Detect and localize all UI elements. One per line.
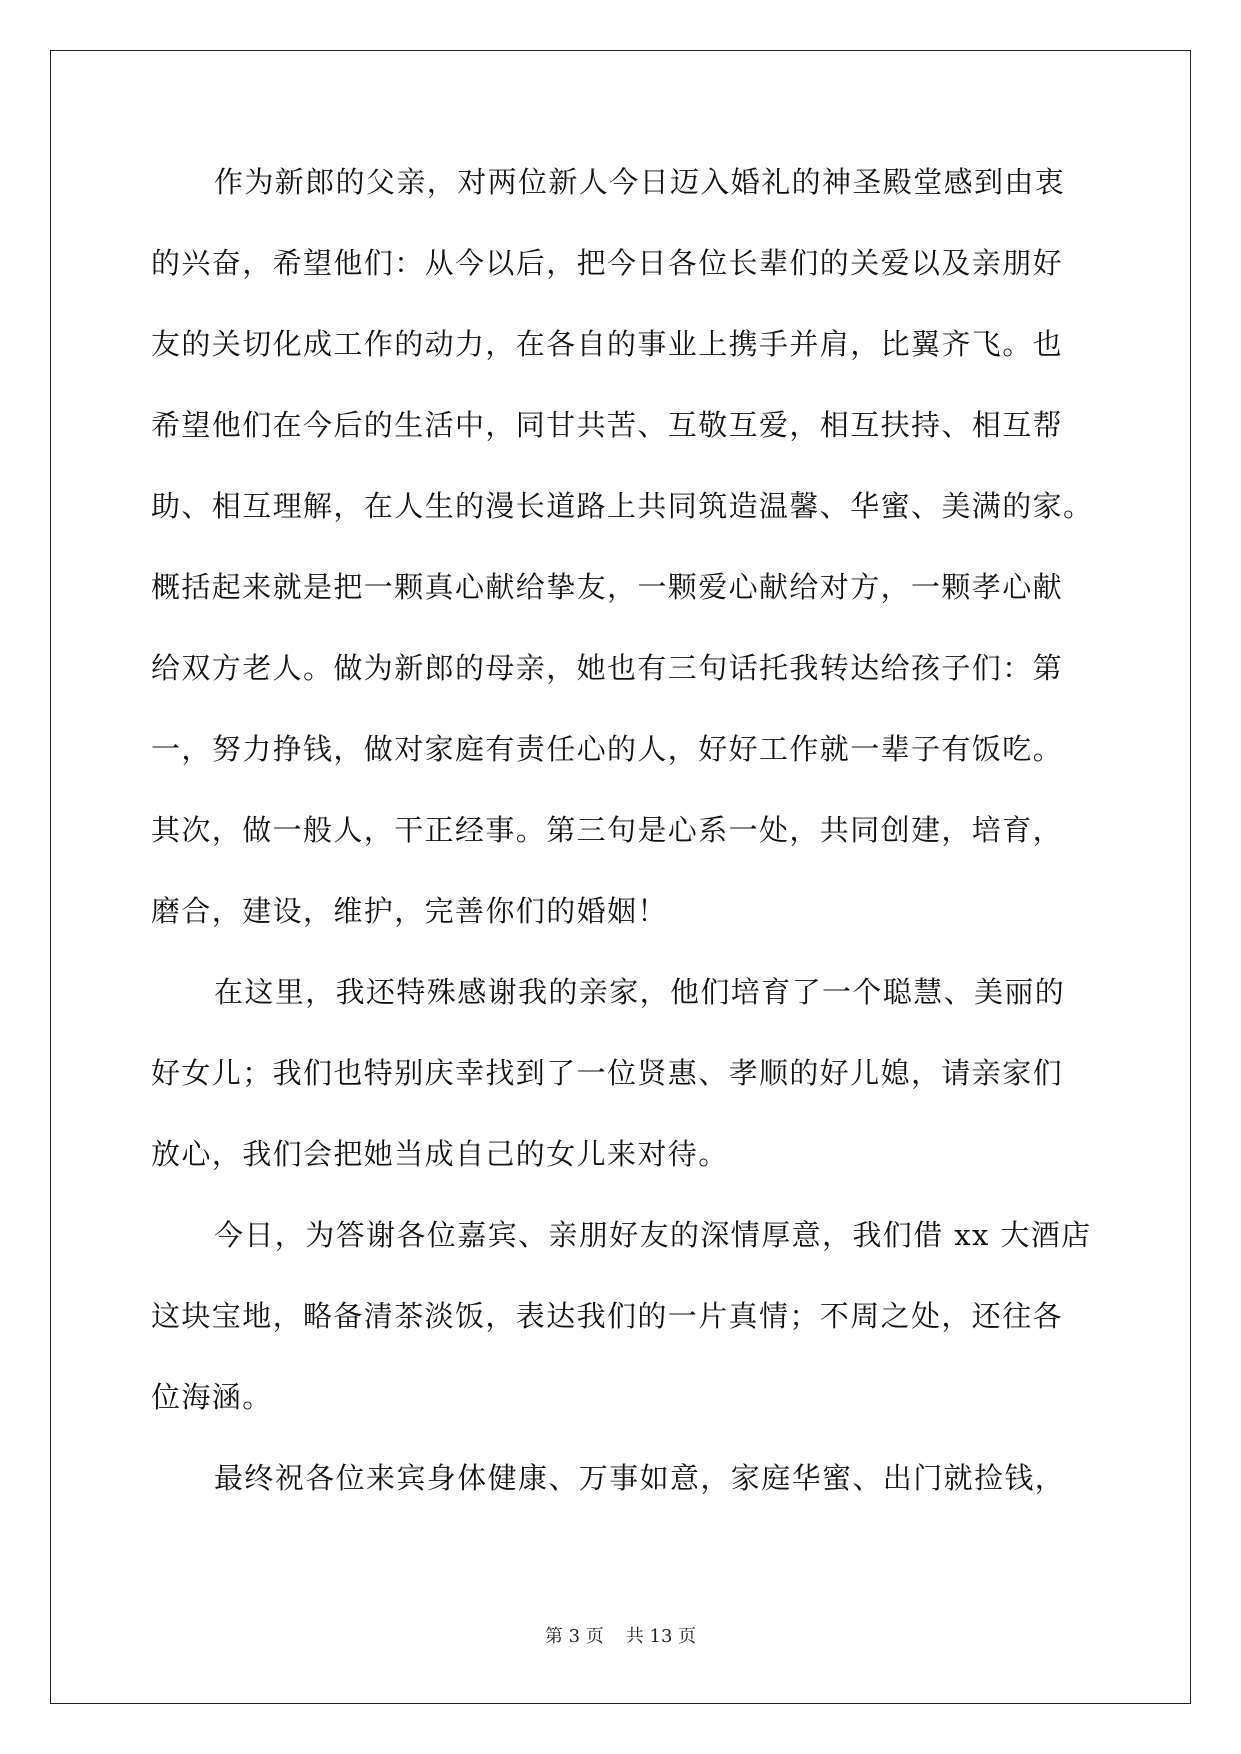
text-line: 概括起来就是把一颗真心献给挚友，一颗爱心献给对方，一颗孝心献 (151, 570, 1064, 604)
text-line: 好女儿；我们也特别庆幸找到了一位贤惠、孝顺的好儿媳，请亲家们 (151, 1056, 1064, 1090)
text-line: 友的关切化成工作的动力，在各自的事业上携手并肩，比翼齐飞。也 (151, 327, 1064, 361)
paragraph-4 (151, 1458, 1091, 1539)
page-footer (0, 1624, 1241, 1650)
text-line: 放心，我们会把她当成自己的女儿来对待。 (151, 1137, 729, 1171)
paragraph-3 (151, 1215, 1091, 1458)
text-line: 其次，做一般人，干正经事。第三句是心系一处，共同创建，培育， (151, 813, 1064, 847)
text-line: 一，努力挣钱，做对家庭有责任心的人，好好工作就一辈子有饭吃。 (151, 732, 1064, 766)
paragraph-2 (151, 972, 1091, 1215)
page-number-current: 第 3 页 (544, 1626, 604, 1647)
paragraph-1 (151, 162, 1094, 972)
text-line: 作为新郎的父亲，对两位新人今日迈入婚礼的神圣殿堂感到由衷 (214, 165, 1066, 199)
page-number-total: 共 13 页 (625, 1626, 697, 1647)
text-line: 这块宝地，略备清茶淡饭，表达我们的一片真情；不周之处，还往各 (151, 1299, 1064, 1333)
text-line: 最终祝各位来宾身体健康、万事如意，家庭华蜜、出门就捡钱， (214, 1461, 1066, 1495)
text-line: 的兴奋，希望他们：从今以后，把今日各位长辈们的关爱以及亲朋好 (151, 246, 1064, 280)
document-body (151, 162, 1094, 1539)
text-line: 磨合，建设，维护，完善你们的婚姻！ (151, 894, 668, 928)
text-line: 助、相互理解，在人生的漫长道路上共同筑造温馨、华蜜、美满的家。 (151, 489, 1094, 523)
text-line: 给双方老人。做为新郎的母亲，她也有三句话托我转达给孩子们：第 (151, 651, 1064, 685)
text-line: 今日，为答谢各位嘉宾、亲朋好友的深情厚意，我们借 xx 大酒店 (214, 1218, 1092, 1252)
text-line: 位海涵。 (151, 1380, 273, 1414)
text-line: 希望他们在今后的生活中，同甘共苦、互敬互爱，相互扶持、相互帮 (151, 408, 1064, 442)
text-line: 在这里，我还特殊感谢我的亲家，他们培育了一个聪慧、美丽的 (214, 975, 1066, 1009)
